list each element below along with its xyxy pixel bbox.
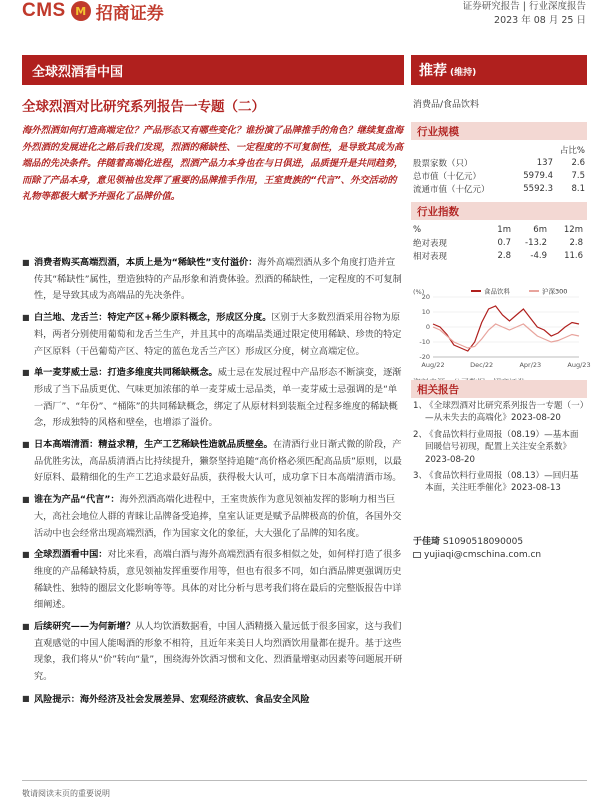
bullet-square-icon: ■: [22, 495, 30, 505]
x-tick-label: Aug/23: [567, 361, 591, 369]
row-value: 0.7: [497, 237, 511, 248]
related-text: 《全球烈酒对比研究系列报告一专题（一）—从未失去的高端化》2023-08-20: [425, 401, 584, 424]
bullet-body: 海外烈酒高端化进程中，王室贵族作为意见领袖发挥的影响力相当巨大，高社会地位人群的青睐让品牌备受追捧，皇室认证更是赋予品牌极高的价值，各国外交活动中也会经常出现高端烈酒，作为国家文化的象征，大大强化了品牌的知名度。: [34, 494, 402, 539]
x-tick-label: Dec/22: [470, 361, 494, 369]
bullet-body: 威士忌在发展过程中产品形态不断演变，逐渐形成了当下品质更优、气味更加浓郁的单一麦芽威士忌品类，单一麦芽威士忌强调的是“单一酒厂”、“年份”、“桶陈”的共同稀缺概念，绑定了从原材料到装瓶全过程多维度的稀缺概念，形成独特的风格和壁垒，也增添了溢价。: [34, 367, 402, 429]
series-line: [433, 324, 579, 348]
analyst-name: 于佳琦: [413, 537, 441, 547]
bullet-head: 全球烈酒看中国：: [34, 549, 108, 561]
rating-note: (维持): [450, 68, 477, 78]
related-item[interactable]: [413, 470, 585, 495]
row-value: -13.2: [525, 237, 547, 248]
bullet-body: 对比来看，高端白酒与海外高端烈酒有很多相似之处，如何样打造了很多维度的产品稀缺特质，意见领袖发挥重要作用等，但也有很多不同，如白酒品牌更强调历史稀缺性、独特的圈层文化影响等等。具体的对比分析与思考我们将在最后的完整版报告中详细阐述。: [34, 549, 402, 611]
row-label: 流通市值（十亿元）: [413, 184, 490, 195]
bullet-square-icon: ■: [22, 313, 30, 323]
report-date: 2023 年 08 月 25 日: [494, 15, 586, 26]
sector-label: 消费品/食品饮料: [413, 100, 480, 110]
col-header: 1m: [497, 224, 511, 235]
bullet-item: [22, 365, 404, 432]
report-title: 全球烈酒对比研究系列报告一专题（二）: [22, 99, 265, 115]
bullet-square-icon: ■: [22, 693, 30, 703]
row-value: 2.8: [569, 237, 583, 248]
bullet-item: [22, 492, 404, 542]
logo-cn-text: 招商证券: [95, 3, 164, 24]
row-label: 绝对表现: [413, 238, 448, 249]
table-row: [413, 236, 585, 249]
analyst-block: [413, 536, 585, 562]
y-axis-label: (%): [413, 288, 425, 296]
bullet-head: 单一麦芽威士忌：打造多维度共同稀缺概念。: [34, 367, 218, 379]
bullet-square-icon: ■: [22, 622, 30, 632]
row-pct: 7.5: [571, 170, 585, 181]
y-tick-label: -10: [419, 338, 430, 346]
row-value: 2.8: [497, 250, 511, 261]
bullet-item: [22, 310, 404, 360]
row-label: 总市值（十亿元）: [413, 171, 482, 182]
bullet-square-icon: ■: [22, 440, 30, 450]
row-value: 137: [536, 157, 553, 168]
table-row: [413, 156, 585, 169]
mail-icon: [413, 552, 421, 558]
bullet-item: [22, 547, 404, 614]
related-item[interactable]: [413, 429, 585, 466]
bullet-square-icon: ■: [22, 258, 30, 267]
bullet-body: 在清酒行业日渐式微的阶段，产品优胜劣汰，高品质清酒占比持续提升，獭祭坚持追随“高价格必须匹配高品质”原则，以最好原料、最精细化的生产工艺追求最好品质，获得极大认可，成功拿下日本高端清酒市场。: [34, 439, 402, 484]
cms-logo: [22, 0, 164, 22]
col-header: 6m: [533, 224, 547, 235]
series-band: 全球烈酒看中国: [22, 55, 404, 85]
bullet-body: 海外高端烈酒从多个角度打造并宣传其“稀缺性”属性，塑造独特的产品形象和消费体验。烈酒的稀缺性，一定程度的不可复制性，是导致其成为高端品的先决条件。: [34, 257, 402, 302]
related-num: 1、: [413, 401, 428, 411]
logo-mark-icon: M: [71, 1, 91, 21]
bullet-item: [22, 255, 404, 305]
bullet-head: 消费者购买高端烈酒，本质上是为“稀缺性”支付溢价：: [34, 257, 258, 268]
page-header: [0, 0, 600, 28]
col-header: %: [413, 224, 422, 235]
industry-index-heading: 行业指数: [411, 202, 587, 220]
x-tick-label: Aug/22: [421, 361, 445, 369]
risk-text: 风险提示：海外经济及社会发展差异、宏观经济疲软、食品安全风险: [34, 693, 310, 705]
risk-item: [22, 691, 404, 705]
related-num: 3、: [413, 471, 428, 482]
row-label: 相对表现: [413, 251, 448, 262]
bullet-head: 谁在为产品“代言”：: [34, 494, 120, 506]
analyst-email[interactable]: yujiaqi@cmschina.com.cn: [424, 550, 542, 560]
bullet-body: 区别于大多数烈酒采用谷物为原料，两者分别使用葡萄和龙舌兰生产，并且其中的高端品类通过限定使用稀缺、珍贵的特定产区原料（干邑葡萄产区、特定的蓝色龙舌兰产区）形成区分度，树立高端定位。: [34, 312, 402, 357]
y-tick-label: 10: [421, 308, 430, 316]
row-label: 股票家数（只）: [413, 158, 473, 169]
rating-band: [411, 55, 587, 85]
bullet-body: 从人均饮酒数据看，中国人酒精摄入量远低于很多国家，这与我们直观感觉的中国人能喝酒的形象不相符，且近年来美日人均烈酒饮用量都在提升。基于这些现象，我们将从“价”转向“量”，围绕海外饮酒习惯和文化、烈酒量增驱动因素等问题展开研究。: [34, 621, 403, 683]
industry-scale-table: [413, 143, 585, 195]
related-num: 2、: [413, 429, 428, 440]
y-tick-label: 20: [421, 293, 430, 301]
footer-divider: [22, 780, 587, 781]
row-pct: 2.6: [571, 157, 585, 168]
bullet-item: [22, 437, 404, 487]
y-tick-label: 0: [425, 323, 430, 331]
related-heading: 相关报告: [411, 380, 587, 398]
related-item[interactable]: [413, 400, 585, 425]
rating: 推荐: [419, 63, 447, 79]
bullet-square-icon: ■: [22, 550, 30, 560]
y-tick-label: -20: [419, 353, 430, 361]
row-value: 11.6: [564, 250, 583, 261]
bullet-head: 日本高端清酒：精益求精，生产工艺稀缺性造就品质壁垒。: [34, 439, 273, 451]
x-tick-label: Apr/23: [519, 361, 542, 369]
row-value: -4.9: [530, 250, 547, 261]
col-header: 12m: [563, 224, 583, 235]
logo-cms-text: CMS: [22, 0, 66, 21]
legend-label: 食品饮料: [484, 287, 510, 296]
industry-index-table: [413, 223, 585, 262]
row-pct: 8.1: [571, 183, 585, 194]
row-value: 5592.3: [523, 183, 553, 194]
bullet-square-icon: ■: [22, 368, 30, 378]
bullet-item: [22, 619, 404, 686]
bullet-head: 后续研究——为何新增？: [34, 621, 136, 633]
related-text: 《食品饮料行业周报（08.13）—回归基本面，关注旺季催化》2023-08-13: [425, 471, 579, 494]
summary-paragraph: 海外烈酒如何打造高端定位？产品形态又有哪些变化？谁扮演了品牌推手的角色？继续复盘海外烈酒的发展进化之路后我们发现，烈酒的稀缺性、一定程度的不可复制性，是导致其成为高端品的先决条件。伴随着高端化进程，烈酒产品力本身也在与日俱进，品质提升是共同趋势，而除了产品本身，意见领袖也发挥了重要的品牌推手作用，王室贵族的“代言”、外交活动的礼物等都极大赋予并强化了品牌价值。: [22, 125, 404, 203]
industry-scale-heading: 行业规模: [411, 122, 587, 140]
header-meta: [463, 0, 586, 28]
table-row: [413, 169, 585, 182]
related-text: 《食品饮料行业周报（08.19）—基本面回暖信号初现，配置上关注安全系数》2023-08-20: [425, 429, 579, 465]
analyst-cert: S1090518090005: [442, 537, 524, 547]
pct-label: 占比%: [559, 145, 585, 156]
bullet-head: 白兰地、龙舌兰：特定产区+稀少原料概念，形成区分度。: [34, 312, 272, 324]
report-type: 证券研究报告 | 行业深度报告: [462, 1, 586, 12]
bullet-list: [22, 255, 404, 710]
table-row: [413, 249, 585, 262]
row-value: 5979.4: [523, 170, 553, 181]
related-list: [413, 400, 585, 499]
legend-label: 沪深300: [542, 287, 568, 296]
index-chart: [411, 285, 591, 375]
footer-note: 敬请阅读末页的重要说明: [22, 789, 110, 798]
table-row: [413, 182, 585, 195]
